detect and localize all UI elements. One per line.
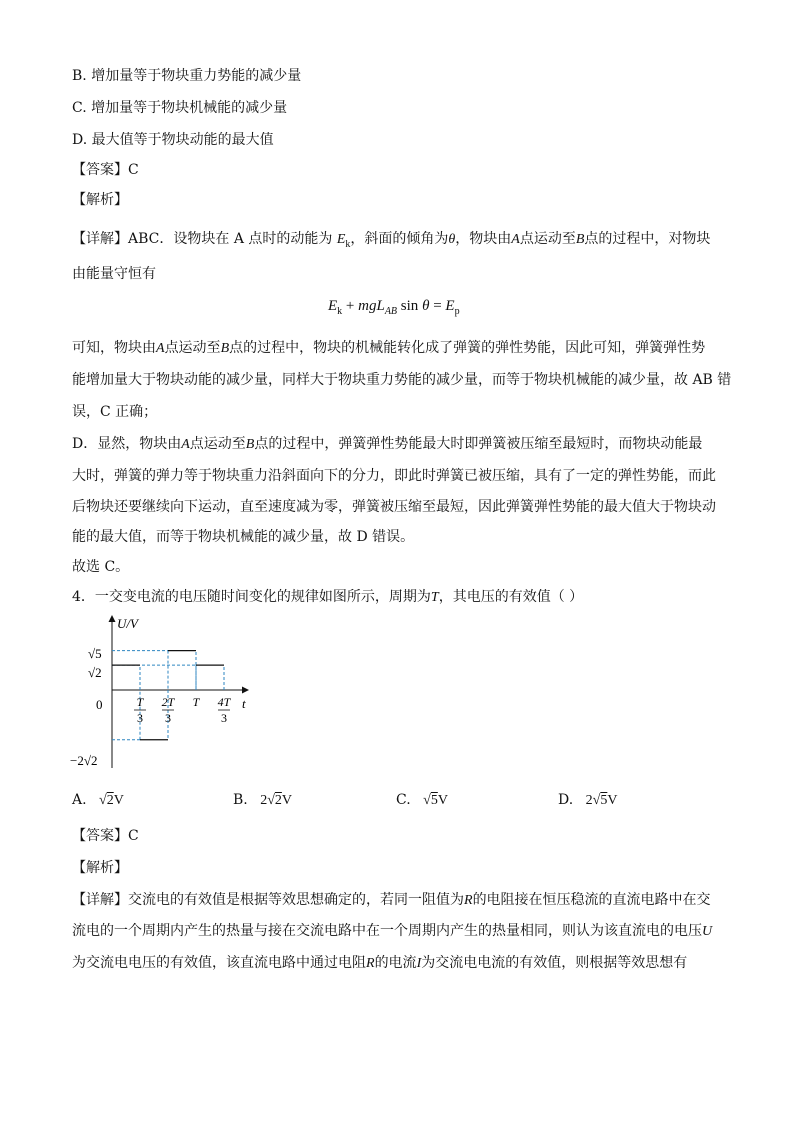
q4-option-c: [396, 790, 448, 811]
option-letter: C.: [396, 792, 411, 808]
radicand: 5: [430, 793, 438, 808]
question-4-stem: [72, 587, 583, 608]
text: 可知，物块由: [72, 340, 156, 356]
unit: V: [437, 793, 448, 808]
unit: V: [607, 793, 618, 808]
y-axis-label: U/V: [117, 616, 138, 631]
var-e: E: [445, 298, 455, 314]
radicand: 2: [106, 793, 114, 808]
var-i: I: [416, 956, 422, 971]
voltage-time-graph: [68, 612, 268, 774]
radicand: 2: [274, 793, 282, 808]
y-tick-sqrt2: √2: [88, 665, 102, 680]
text: ，斜面的倾角为: [350, 231, 449, 247]
text: 点运动至: [164, 340, 221, 356]
var-mgl: mgL: [358, 298, 385, 314]
x-tick-den-3: 3: [221, 711, 227, 725]
unit: V: [281, 793, 293, 808]
var-e: E: [336, 232, 346, 247]
plot-area: [112, 651, 232, 740]
x-tick-den-1: 3: [165, 711, 171, 725]
x-axis-label: t: [242, 696, 246, 711]
x-tick-num-0: T: [136, 695, 144, 709]
sub-k: k: [345, 238, 351, 250]
text: 的电阻接在恒压稳流的直流电路中在交: [472, 892, 711, 908]
unit: V: [113, 793, 124, 808]
conclusion: 故选 C。: [72, 559, 130, 575]
y-tick-neg-2sqrt2: −2√2: [70, 753, 98, 768]
q4-option-d: [558, 790, 617, 811]
energy-formula: [328, 296, 460, 317]
var-u: U: [702, 924, 713, 939]
q4-detail-line-2: [72, 921, 712, 942]
text: 点的过程中，弹簧弹性势能最大时即弹簧被压缩至最短时，而物块动能最: [254, 436, 703, 452]
answer-label: 【答案】C: [72, 162, 139, 178]
sqrt-sign: √: [592, 793, 601, 808]
var-a: A: [181, 437, 190, 452]
var-e: E: [328, 298, 338, 314]
text: 【详解】交流电的有效值是根据等效思想确定的，若同一阻值为: [72, 892, 464, 908]
q4-option-b: [233, 790, 292, 811]
var-b: B: [575, 232, 585, 247]
option-letter: A.: [72, 792, 87, 808]
sqrt-sign: √: [99, 793, 107, 808]
q4-detail-line-1: [72, 890, 711, 911]
var-t: T: [430, 590, 439, 605]
text: 为交流电电流的有效值，则根据等效思想有: [421, 955, 688, 971]
text: ，物块由: [455, 231, 512, 247]
var-theta: θ: [422, 298, 430, 314]
origin-label: 0: [96, 697, 103, 712]
q4-option-a: [72, 790, 124, 811]
detail-line-9: 能的最大值，而等于物块机械能的减少量，故 D 错误。: [72, 529, 415, 545]
option-letter: B.: [233, 792, 248, 808]
option-letter: D.: [558, 792, 574, 808]
option-c: C. 增加量等于物块机械能的减少量: [72, 100, 288, 116]
coef: 2: [585, 793, 593, 808]
sin: sin: [397, 298, 423, 314]
plus: +: [342, 298, 359, 314]
var-b: B: [245, 437, 255, 452]
detail-line-7: 大时，弹簧的弹力等于物块重力沿斜面向下的分力，即此时弹簧已被压缩，具有了一定的弹性势能，而此: [72, 468, 716, 484]
text: D．显然，物块由: [72, 436, 182, 452]
text: 点的过程中，物块的机械能转化成了弹簧的弹性势能，因此可知，弹簧弹性势: [229, 340, 706, 356]
var-a: A: [156, 341, 165, 356]
detail-line-8: 后物块还要继续向下运动，直至速度减为零，弹簧被压缩至最短，因此弹簧弹性势能的最大值大于物块动: [72, 499, 716, 515]
sub-ab: AB: [384, 306, 398, 317]
detail-line-4: 能增加量大于物块动能的减少量，同样大于物块重力势能的减少量，而等于物块机械能的减少量，故 AB 错: [72, 372, 732, 388]
sqrt-sign: √: [267, 793, 275, 808]
var-r: R: [464, 893, 473, 908]
text: 流电的一个周期内产生的热量与接在交流电路中在一个周期内产生的热量相同，则认为该直流电的电压: [72, 923, 702, 939]
sqrt-sign: √: [423, 793, 431, 808]
equals: =: [429, 298, 446, 314]
sub-p: p: [454, 306, 460, 317]
x-tick-num-3: 4T: [217, 695, 231, 709]
q4-detail-line-3: [72, 953, 687, 974]
x-tick-num-2: T: [192, 695, 200, 709]
option-b: B. 增加量等于物块重力势能的减少量: [72, 68, 302, 84]
x-tick-num-1: 2T: [161, 695, 175, 709]
detail-line-2: 由能量守恒有: [72, 266, 156, 282]
var-b: B: [220, 341, 230, 356]
detail-line-6: [72, 434, 702, 455]
y-tick-sqrt5: √5: [88, 646, 102, 661]
q4-analysis-label: 【解析】: [72, 860, 128, 876]
analysis-label: 【解析】: [72, 192, 128, 208]
text: 点运动至: [189, 436, 246, 452]
radicand: 5: [600, 793, 608, 808]
var-theta: θ: [448, 232, 456, 247]
text: 点的过程中，对物块: [584, 231, 711, 247]
x-tick-den-0: 3: [137, 711, 143, 725]
text: 4．一交变电流的电压随时间变化的规律如图所示，周期为: [72, 589, 431, 605]
coef: 2: [260, 793, 268, 808]
text: 的电流: [374, 955, 417, 971]
text: 【详解】ABC．设物块在 A 点时的动能为: [72, 231, 337, 247]
sub-k: k: [337, 306, 343, 317]
detail-line-5: 误，C 正确；: [72, 404, 158, 420]
q4-answer-label: 【答案】C: [72, 828, 139, 844]
detail-line-1: [72, 229, 710, 255]
option-d: D. 最大值等于物块动能的最大值: [72, 132, 274, 148]
text: 点运动至: [519, 231, 576, 247]
text: 为交流电电压的有效值，该直流电路中通过电阻: [72, 955, 366, 971]
text: ，其电压的有效值（ ）: [438, 589, 584, 605]
var-a: A: [511, 232, 520, 247]
var-r: R: [366, 956, 375, 971]
detail-line-3: [72, 338, 705, 359]
